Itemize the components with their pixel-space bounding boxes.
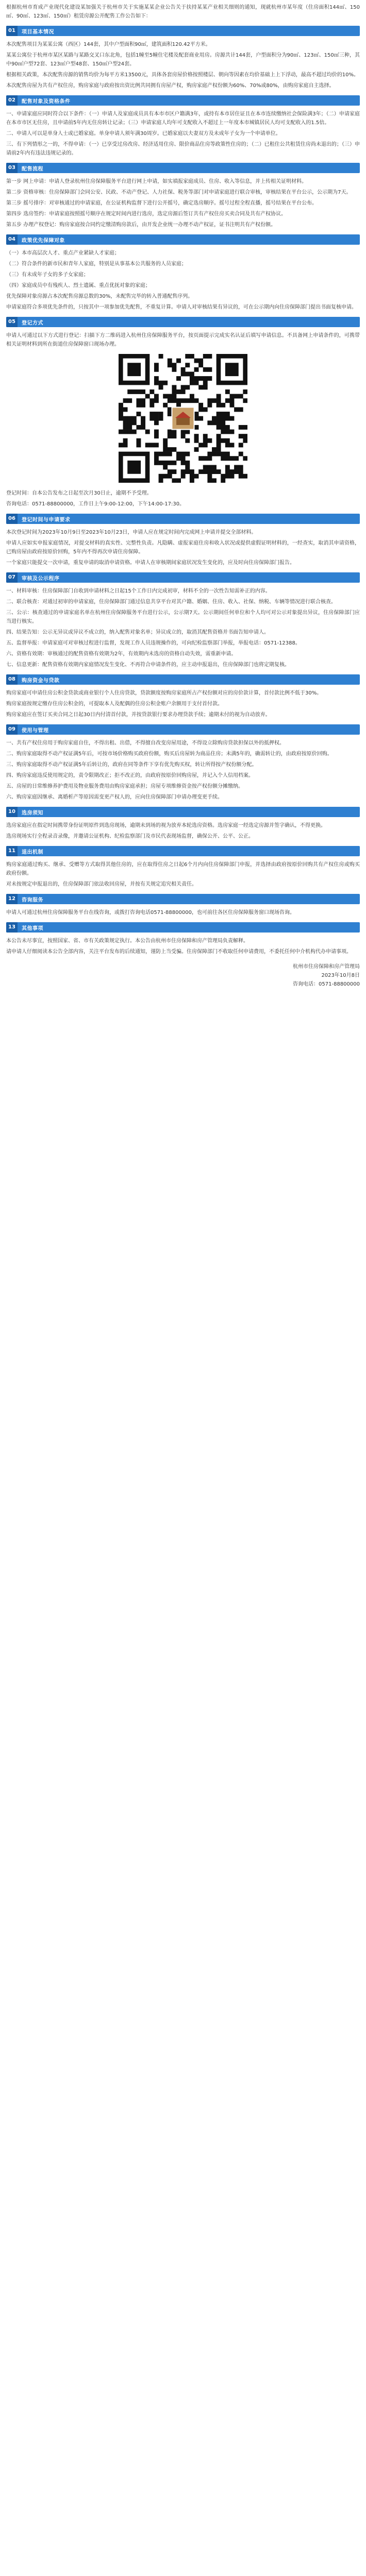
intro-paragraph: 根据杭州市育成产业现代化建设某加强关于杭州市关于实施某某企业公告关于扶持某某产业相关细则的通知，现就杭州市某年度（住房面积144㎡、150㎡、90㎡、123㎡、150㎡）租赁房源公开配售工作公告如下： [6,5,360,19]
section-number: 11 [6,846,18,856]
section-title: 审核及公示程序 [22,575,60,582]
section-header [6,572,360,583]
section-paragraph: 请申请人仔细阅读本公告全部内容，关注平台发布的后续通知，谨防上当受骗。住房保障部门不收取任何申请费用，不委托任何中介机构代办申请事项。 [6,949,352,955]
section-paragraph: （三）有未成年子女的多子女家庭； [6,272,89,278]
qr-code-graphic [119,354,247,483]
section-title: 配售对象及资格条件 [22,98,71,105]
section-number: 03 [6,163,18,173]
section-paragraph: （二）符合条件的新市民和青年人家庭，特别是从事基本公共服务的人员家庭； [6,261,187,267]
section-header [6,807,360,817]
section-title: 配售流程 [22,166,43,172]
section-title: 购房资金与贷款 [22,677,60,684]
section-paragraph: 购房家庭应在签订买卖合同之日起30日内付清首付款，并按贷款银行要求办理贷款手续；逾期未付的视为自动放弃。 [6,712,271,718]
section-title: 登记方式 [22,320,43,326]
section-number: 13 [6,922,18,933]
section-paragraph: 本公告未尽事宜，按照国家、省、市有关政策规定执行。本公告由杭州市住房保障和房产管理局负责解释。 [6,938,248,944]
section-paragraph: 一、申请家庭应同时符合以下条件：（一）申请人及家庭成员具有本市市区户籍满3年，或持有本市居住证且在本市连续缴纳社会保险满3年；（二）申请家庭在本市市区无住房，且申请前5年内无住房转让记录；（三）申请家庭人均年可支配收入不超过上一年度本市城镇居民人均可支配收入的1.5倍。 [6,111,360,126]
section-paragraph: 第三步 摇号排序：对审核通过的申请家庭，在公证机构监督下进行公开摇号，确定选房顺序。摇号过程全程直播，摇号结果在平台公布。 [6,200,318,206]
section-paragraph: 五、房屋的日常维修养护费用及物业服务费用由购房家庭承担；房屋专项维修资金按产权份额分摊缴纳。 [6,784,243,789]
section-paragraph: 优先保障对象房源占本次配售房源总数的30%，未配售完毕的转入普通配售序列。 [6,294,193,299]
section-header [6,26,360,36]
section-title: 政策优先保障对象 [22,238,65,244]
section-paragraph: 二、联合核查：对通过初审的申请家庭，住房保障部门通过信息共享平台对其户籍、婚姻、住房、收入、社保、纳税、车辆等情况进行联合核查。 [6,599,336,605]
section-05 [6,317,360,509]
section-header [6,163,360,173]
section-paragraph: 购房家庭可申请住房公积金贷款或商业银行个人住房贷款，贷款额度按购房家庭所占产权份额对应的房价款计算，首付款比例不低于30%。 [6,690,322,696]
section-header [6,846,360,856]
section-paragraph: 购房家庭按规定缴存住房公积金的，可提取本人及配偶的住房公积金账户余额用于支付首付款。 [6,701,223,707]
section-paragraph: 本次配售房屋为共有产权住房，购房家庭与政府按出资比例共同拥有房屋产权，购房家庭产权份额为60%、70%或80%，由购房家庭自主选择。 [6,83,335,89]
section-paragraph: 一、共有产权住房用于购房家庭自住，不得出租、出借，不得擅自改变房屋用途，不得设立除购房贷款担保以外的抵押权。 [6,740,285,746]
section-paragraph: 七、信息更新：配售资格有效期内家庭情况发生变化、不再符合申请条件的，应主动申报退出，住房保障部门也将定期复核。 [6,662,290,668]
section-title: 其他事项 [22,925,43,931]
section-09 [6,724,360,802]
section-paragraph: （四）家庭成员中有残疾人、烈士遗属、重点优抚对象的家庭； [6,283,151,289]
section-paragraph: 六、资格有效期：审核通过的配售资格有效期为2年，有效期内未选房的资格自动失效，需重新申请。 [6,651,237,657]
section-paragraph: 第一步 网上申请：申请人登录杭州住房保障服务平台进行网上申请，如实填报家庭成员、住房、收入等信息，并上传相关证明材料。 [6,179,307,184]
qr-code-wrapper [6,354,360,483]
section-07 [6,572,360,669]
section-title: 项目基本情况 [22,29,54,35]
section-paragraph: 三、购房家庭取得不动产权证满5年后转让的，政府在同等条件下享有优先购买权，转让所得按产权份额分配。 [6,762,257,768]
section-title: 选房须知 [22,810,43,816]
section-header [6,724,360,735]
section-paragraph: 本次配售项目为某某公寓（西区）144套，其中户型面积90㎡，建筑面积120.42平方米。 [6,42,211,47]
section-02 [6,95,360,158]
section-06 [6,514,360,567]
section-01 [6,26,360,90]
section-paragraph: 申请人可通过杭州住房保障服务平台在线咨询，或拨打咨询电话0571-88800000，也可前往各区住房保障服务窗口现场咨询。 [6,910,295,916]
section-paragraph: 四、结果告知：公示无异议或异议不成立的，纳入配售对象名单；异议成立的，取消其配售资格并书面告知申请人。 [6,630,269,635]
section-number: 08 [6,674,18,685]
section-number: 02 [6,95,18,106]
section-13 [6,922,360,956]
footer [6,962,360,989]
qr-code[interactable] [119,354,247,483]
section-header [6,894,360,904]
section-paragraph: 本次登记时间为2023年10月9日至2023年10月23日，申请人应在规定时间内完成网上申请并提交全部材料。 [6,530,257,535]
section-paragraph: 第四步 选房签约：申请家庭按照摇号顺序在规定时间内进行选房，选定房源后签订共有产权住房买卖合同及共有产权协议。 [6,211,287,217]
section-title: 咨询服务 [22,897,43,903]
section-paragraph: 申请家庭符合多项优先条件的，只按其中一项参加优先配售，不重复计算。申请人对审核结果有异议的，可在公示期内向住房保障部门提出书面复核申请。 [6,304,357,310]
footer-date: 2023年10月8日 [321,973,360,978]
section-title: 使用与管理 [22,727,49,734]
section-number: 06 [6,514,18,524]
section-paragraph: 根据相关政策，本次配售房源的销售均价为每平方米13500元，具体各套房屋价格按照楼层、朝向等因素在均价基础上上下浮动，最高不超过均价的10%。 [6,72,359,78]
section-paragraph: 登记时间：自本公告发布之日起至次月30日止，逾期不予受理。 [6,490,152,496]
section-header [6,514,360,524]
section-paragraph: 四、购房家庭违反使用规定的，责令限期改正；拒不改正的，由政府按原价回购房屋，并记入个人信用档案。 [6,773,254,778]
section-paragraph: 第二步 资格审核：住房保障部门会同公安、民政、不动产登记、人力社保、税务等部门对申请家庭进行联合审核，审核结果在平台公示，公示期为7天。 [6,190,352,195]
section-header [6,922,360,933]
section-paragraph: 三、有下列情形之一的，不得申请：（一）已享受过房改房、经济适用住房、限价商品住房等政策性住房的；（二）已租住公共租赁住房尚未退出的；（三）申请前2年内有违法违规记录的。 [6,142,360,156]
section-header [6,234,360,245]
section-title: 登记时间与申请要求 [22,517,71,523]
section-header [6,95,360,106]
section-paragraph: 选房家庭应在指定时间携带身份证明原件到选房现场，逾期未到场的视为放弃本轮选房资格。选房家庭一经选定房源并签字确认，不得更换。 [6,823,326,828]
section-number: 09 [6,724,18,735]
section-paragraph: 二、购房家庭取得不动产权证满5年后，可按市场价格购买政府份额，购买后房屋转为商品住房；未满5年的，确需转让的，由政府按原价回购。 [6,751,332,757]
section-paragraph: 对未按规定申报退出的，住房保障部门依法收回房屋，并按有关规定追究相关责任。 [6,882,197,887]
section-03 [6,163,360,229]
section-12 [6,894,360,917]
section-paragraph: 选房现场实行全程录音录像，并邀请公证机构、纪检监察部门及市民代表现场监督，确保公开、公平、公正。 [6,834,254,839]
section-paragraph: 五、监督举报：申请家庭可对审核过程进行监督，发现工作人员违规操作的，可向纪检监察部门举报，举报电话：0571-12388。 [6,640,301,646]
section-number: 04 [6,234,18,245]
section-10 [6,807,360,841]
section-header [6,674,360,685]
section-paragraph: 二、申请人可以是单身人士或已婚家庭。单身申请人须年满30周岁。已婚家庭以夫妻双方及未成年子女为一个申请单位。 [6,131,281,137]
section-number: 05 [6,317,18,327]
section-paragraph: （一）本市高层次人才、重点产业紧缺人才家庭； [6,250,120,256]
section-title: 退出机制 [22,849,43,855]
footer-org: 杭州市住房保障和房产管理局 [293,964,360,970]
section-11 [6,846,360,889]
footer-phone: 咨询电话：0571-88800000 [293,981,360,987]
section-paragraph: 咨询电话：0571-88800000，工作日上午9:00-12:00，下午14:00-17:30。 [6,501,185,507]
section-paragraph: 申请人应如实申报家庭情况，对提交材料的真实性、完整性负责。凡隐瞒、虚报家庭住房和收入状况或提供虚假证明材料的，一经查实，取消其申请资格，已购房屋由政府按原价回购，5年内不得再次申请住房保障。 [6,540,360,555]
section-paragraph: 六、购房家庭因继承、离婚析产等原因需变更产权人的，应向住房保障部门申请办理变更手续。 [6,794,223,800]
section-04 [6,234,360,312]
section-paragraph: 某某公寓位于杭州市某区某路与某路交叉口东北角，包括1幢至5幢住宅楼及配套商业用房。房源共计144套，户型面积分为90㎡、123㎡、150㎡三种，其中90㎡户型72套、123㎡户型48套、150㎡户型24套。 [6,53,360,67]
section-paragraph: 一、材料审核：住房保障部门自收到申请材料之日起15个工作日内完成初审，材料不全的一次性告知需补正的内容。 [6,588,271,594]
section-paragraph: 第五步 办理产权登记：购房家庭按合同约定缴清购房款后，由开发企业统一办理不动产权证，证书注明共有产权份额。 [6,222,276,228]
section-paragraph: 购房家庭通过购买、继承、受赠等方式取得其他住房的，应在取得住房之日起6个月内向住房保障部门申报，并选择由政府按原价回购共有产权住房或购买政府份额。 [6,862,360,876]
section-paragraph: 申请人可通过以下方式进行登记：扫描下方二维码进入杭州住房保障服务平台，按页面提示完成实名认证后填写申请信息。不具备网上申请条件的，可携带相关证明材料到所在街道住房保障窗口现场办理。 [6,333,360,347]
section-number: 10 [6,807,18,817]
section-number: 01 [6,26,18,36]
section-number: 07 [6,572,18,583]
section-08 [6,674,360,719]
section-header [6,317,360,327]
section-paragraph: 三、公示：核查通过的申请家庭名单在杭州住房保障服务平台进行公示，公示期7天。公示期间任何单位和个人均可对公示对象提出异议，住房保障部门应当进行核实。 [6,610,360,624]
section-number: 12 [6,894,18,904]
section-paragraph: 一个家庭只能提交一次申请，重复申请的取消申请资格。申请人在审核期间家庭状况发生变化的，应及时向住房保障部门报告。 [6,560,295,566]
sections-container [6,26,360,956]
